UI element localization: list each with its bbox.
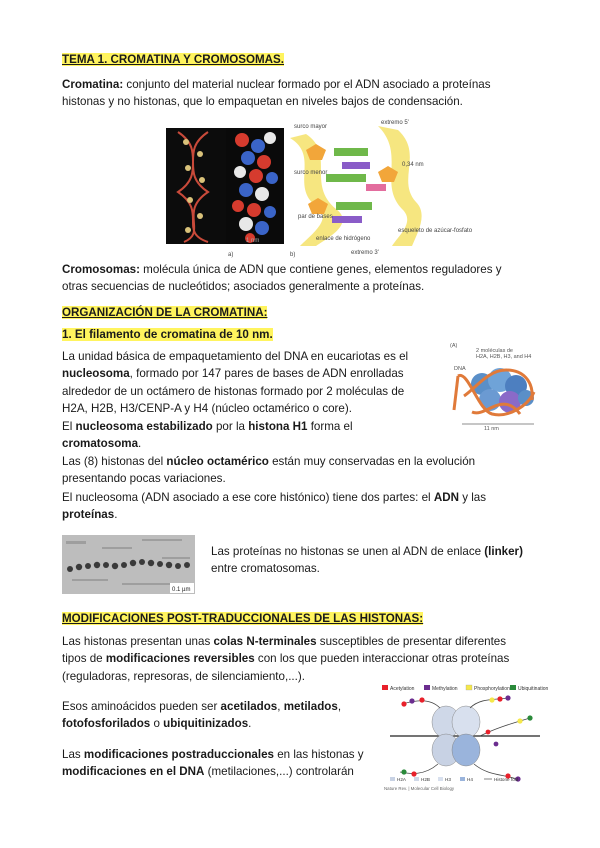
organizacion-heading: ORGANIZACIÓN DE LA CROMATINA: <box>62 306 268 319</box>
dna-label-extremo-3: extremo 3' <box>351 250 379 256</box>
p6-colas: colas N-terminales <box>213 635 317 648</box>
octamero-paragraph <box>62 453 522 488</box>
p7-text-e: , <box>337 700 342 713</box>
legend-acetylation: Acetylation <box>390 686 415 692</box>
legend-ubiquitination: Ubiquitination <box>518 686 549 692</box>
p2-text-c: por la <box>212 420 249 433</box>
histone-label-h2a: H2A <box>397 777 406 782</box>
p7-text-c: , <box>277 700 284 713</box>
p7-text-g: o <box>150 717 164 731</box>
dna-label-034nm: 0,34 nm <box>402 162 424 168</box>
p7-metilados: metilados <box>283 700 338 713</box>
dna-label-par-bases: par de bases <box>298 214 333 220</box>
p7-text-i: . <box>248 717 252 731</box>
histone-modifications-figure <box>380 684 550 792</box>
nucleosome-panel-label: (A) <box>450 343 458 349</box>
p2-text-a: El <box>62 420 76 433</box>
cromatina-term: Cromatina: <box>62 78 124 91</box>
cromosomas-text: molécula única de ADN que contiene genes, elementos reguladores y otras secuencias de nucleótidos; asociados generalmente a proteínas. <box>62 263 502 294</box>
micrograph-scale: 0.1 µm <box>172 587 191 593</box>
dna-label-surco-menor: surco menor <box>294 170 328 176</box>
dna-double-helix-figure <box>166 114 473 260</box>
p4-adn: ADN <box>433 491 459 504</box>
histone-figure-caption: Nature Rev. | Molecular Cell Biology <box>384 786 455 791</box>
cromatina-text: conjunto del material nuclear formado por el ADN asociado a proteínas histonas y no histonas, que lo empaquetan en niveles bajos de condensación. <box>62 78 491 109</box>
dna-label-1nm: 1 nm <box>246 238 260 244</box>
nucleosoma-paragraph <box>62 348 428 418</box>
dna-panel-b: b) <box>290 252 296 258</box>
nucleosome-top-label-1: 2 moléculas de <box>476 348 513 354</box>
legend-methylation: Methylation <box>432 686 458 692</box>
p7-text-a: Esos aminoácidos pueden ser <box>62 700 221 713</box>
cromosomas-definition <box>62 261 522 296</box>
p4-text-e: . <box>114 508 118 522</box>
p3-text-a: Las (8) histonas del <box>62 455 167 468</box>
tema-heading: TEMA 1. CROMATINA Y CROMOSOMAS. <box>62 53 285 66</box>
p7-fotofosforilados: fotofosforilados <box>62 717 151 731</box>
p6-modificaciones-reversibles: modificaciones reversibles <box>105 652 255 666</box>
dna-label-surco-mayor: surco mayor <box>294 124 328 130</box>
p8-text-c: en las histonas y <box>274 748 364 761</box>
nucleosome-dna-label: DNA <box>454 366 466 372</box>
p2-cromatosoma: cromatosoma <box>62 437 139 451</box>
histone-label-h4: H4 <box>467 777 473 782</box>
filamento-heading: 1. El filamento de cromatina de 10 nm. <box>62 328 273 341</box>
p5-text-c: entre cromatosomas. <box>211 562 320 576</box>
histone-label-h3: H3 <box>445 777 451 782</box>
p4-text-a: El nucleosoma (ADN asociado a ese core histónico) tiene dos partes: el <box>62 491 434 504</box>
nucleosome-scale-label: 11 nm <box>484 426 499 432</box>
p2-histona-h1: histona H1 <box>248 420 308 433</box>
chromatin-micrograph <box>62 535 195 594</box>
cromosomas-term: Cromosomas: <box>62 263 140 276</box>
p8-text-e: (metilaciones,...) controlarán <box>204 765 354 779</box>
dna-label-esqueleto: esqueleto de azúcar-fosfato <box>398 228 473 234</box>
p4-text-c: y las <box>458 491 487 504</box>
histone-label-h2b: H2B <box>421 777 430 782</box>
p1-text-a: La unidad básica de empaquetamiento del DNA en eucariotas es el <box>62 350 409 363</box>
p8-mod-dna: modificaciones en el DNA <box>62 765 205 779</box>
p5-linker: (linker) <box>484 545 523 558</box>
dna-panel-a: a) <box>228 252 234 258</box>
p2-text-g: . <box>138 437 142 451</box>
p7-ubiquitinizados: ubiquitinizados <box>163 717 249 731</box>
nucleosome-figure <box>448 340 544 432</box>
p2-text-e: forma el <box>307 420 353 433</box>
p2-nucleosoma-estabilizado: nucleosoma estabilizado <box>75 420 213 433</box>
cromatina-definition <box>62 76 522 111</box>
p3-text-c: están muy conservadas en la evolución presentando pocas variaciones. <box>62 455 476 486</box>
p8-text-a: Las <box>62 748 84 761</box>
p6-text-c: susceptibles de presentar diferentes tipos de <box>62 635 507 666</box>
p1-text-c: , formado por 147 pares de bases de ADN enrolladas alrededor de un octámero de histonas formado por 2 moléculas de H2A, H2B, H3/CENP-A y H4 (núcleo octamérico o core). <box>62 367 405 416</box>
colas-paragraph <box>62 633 532 685</box>
modificaciones-heading: MODIFICACIONES POST-TRADUCCIONALES DE LAS HISTONAS: <box>62 612 424 625</box>
histone-label-fold: Histone fold <box>494 777 519 782</box>
p6-text-a: Las histonas presentan unas <box>62 635 214 648</box>
p1-nucleosoma: nucleosoma <box>62 367 130 381</box>
p8-mod-postraduccionales: modificaciones postraduccionales <box>83 748 274 761</box>
control-paragraph <box>62 746 372 781</box>
partes-paragraph <box>62 489 532 524</box>
cromatosoma-paragraph <box>62 418 392 453</box>
p3-nucleo-octamerico: núcleo octamérico <box>166 455 269 468</box>
dna-label-enlace-hidrogeno: enlace de hidrógeno <box>316 236 371 242</box>
p6-text-e: con los que pueden interaccionar otras proteínas (reguladoras, represoras, de silenciamiento,...). <box>62 652 510 683</box>
p4-proteinas: proteínas <box>62 508 115 522</box>
aminoacidos-paragraph <box>62 698 358 733</box>
p7-acetilados: acetilados <box>220 700 278 713</box>
dna-label-extremo-5: extremo 5' <box>381 120 409 126</box>
p5-text-a: Las proteínas no histonas se unen al ADN de enlace <box>211 545 485 558</box>
nucleosome-top-label-2: H2A, H2B, H3, and H4 <box>476 354 532 360</box>
legend-phosphorylation: Phosphorylation <box>474 686 510 692</box>
linker-paragraph <box>211 543 541 578</box>
